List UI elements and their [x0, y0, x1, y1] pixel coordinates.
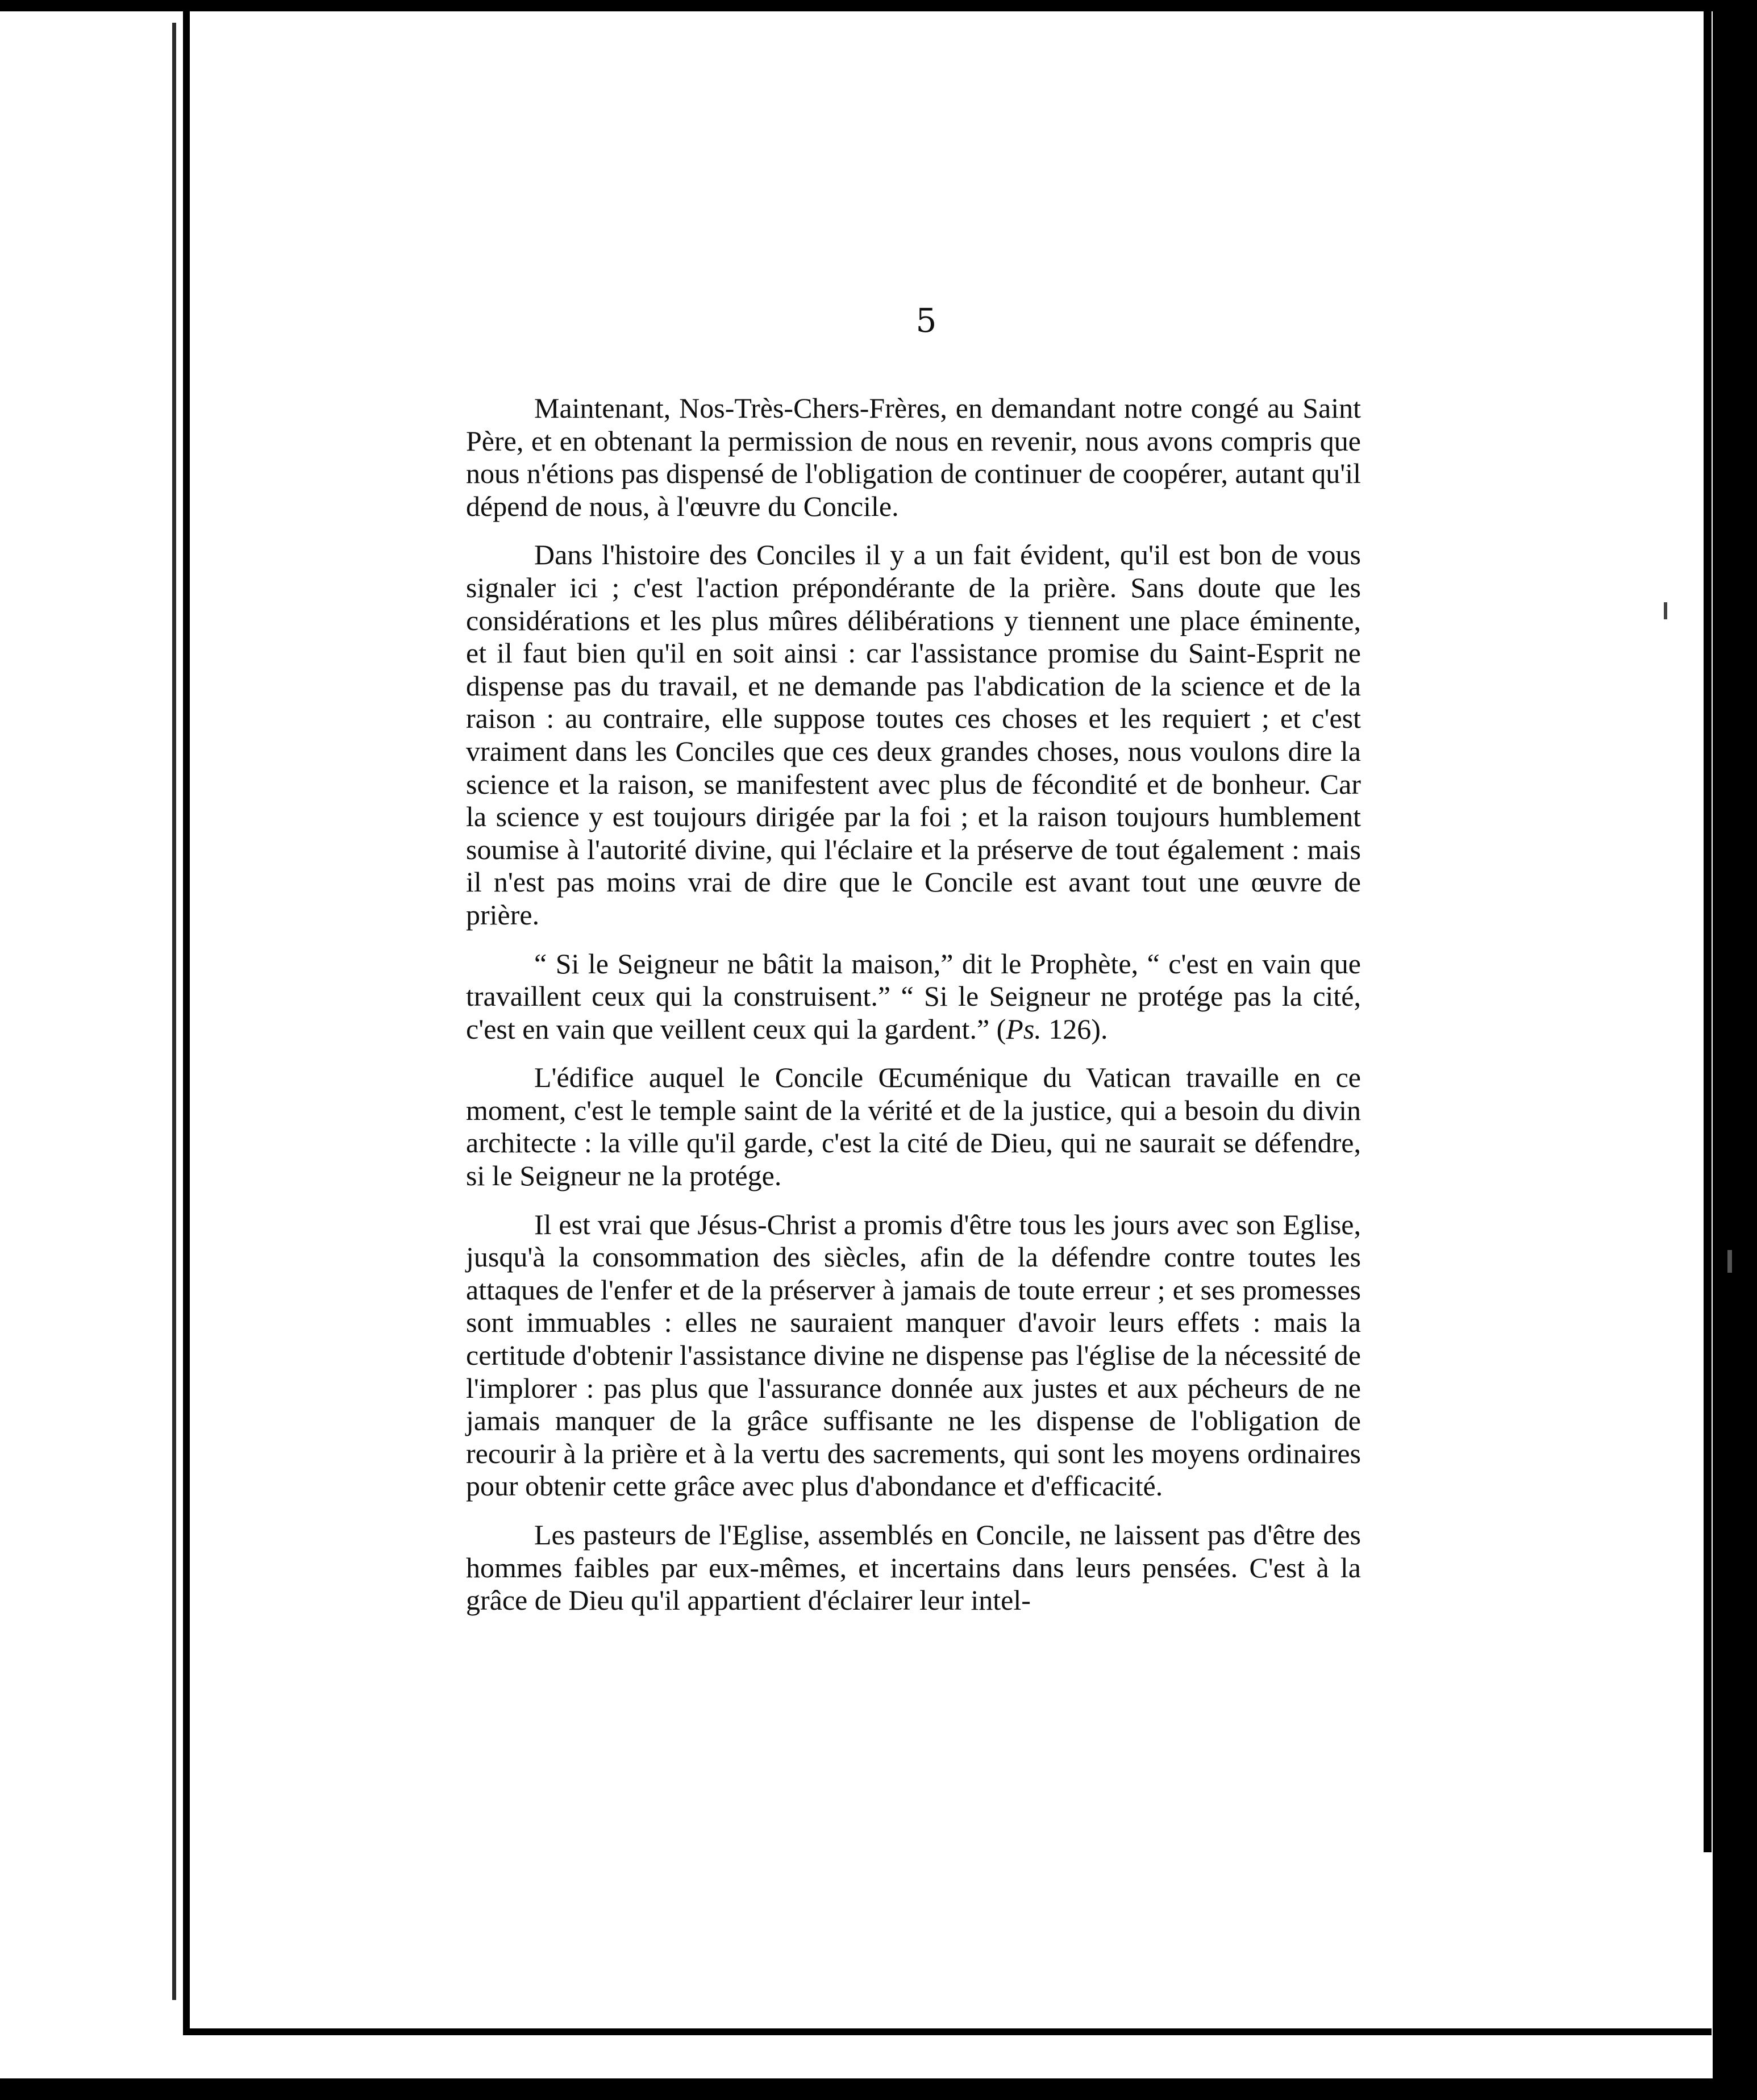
citation: Ps.	[1006, 1013, 1042, 1045]
paragraph: L'édifice auquel le Concile Œcuménique du Vatican travaille en ce moment, c'est le temple saint de la vérité et de la justice, qui a besoin du divin architecte : la ville qu'il garde, c'est la cité de Dieu, qui ne saurait se défendre, si le Seigneur ne la protége.	[466, 1061, 1361, 1192]
body-text	[466, 392, 1361, 1633]
paragraph-text: 126).	[1041, 1013, 1108, 1045]
binding-edge-shadow	[172, 23, 176, 2000]
page-number: 5	[915, 301, 937, 340]
binding-edge	[183, 11, 190, 2034]
paragraph-text: “ Si le Seigneur ne bâtit la maison,” dit le Prophète, “ c'est en vain que travaillent ceux qui la construisent.” “ Si le Seigneur ne protége pas la cité, c'est en vain que veillent ceux qui la gardent.” (	[466, 947, 1361, 1045]
page-right-edge	[1704, 11, 1712, 1852]
scan-border-right	[1713, 0, 1757, 2100]
paragraph	[466, 948, 1361, 1046]
scan-border-top	[0, 0, 1757, 11]
margin-speck	[1664, 602, 1667, 619]
paragraph: Il est vrai que Jésus-Christ a promis d'être tous les jours avec son Eglise, jusqu'à la consommation des siècles, afin de la défendre contre toutes les attaques de l'enfer et de la préserver à jamais de toute erreur ; et ses promesses sont immuables : elles ne sauraient manquer d'avoir leurs effets : mais la certitude d'obtenir l'assistance divine ne dispense pas l'église de la nécessité de l'implorer : pas plus que l'assurance donnée aux justes et aux pécheurs de ne jamais manquer de la grâce suffisante ne les dispense de l'obligation de recourir à la prière et à la vertu des sacrements, qui sont les moyens ordinaires pour obtenir cette grâce avec plus d'abondance et d'efficacité.	[466, 1208, 1361, 1502]
margin-speck	[1727, 1250, 1732, 1273]
paragraph: Les pasteurs de l'Eglise, assemblés en Concile, ne laissent pas d'être des hommes faibles par eux-mêmes, et incertains dans leurs pensées. C'est à la grâce de Dieu qu'il appartient d'éclairer leur intel-	[466, 1519, 1361, 1616]
page-bottom-edge	[183, 2028, 1712, 2035]
paragraph: Maintenant, Nos-Très-Chers-Frères, en demandant notre congé au Saint Père, et en obtenant la permission de nous en revenir, nous avons compris que nous n'étions pas dispensé de l'obligation de continuer de coopérer, autant qu'il dépend de nous, à l'œuvre du Concile.	[466, 392, 1361, 522]
scan-border-bottom	[0, 2078, 1757, 2100]
paragraph: Dans l'histoire des Conciles il y a un fait évident, qu'il est bon de vous signaler ici ; c'est l'action prépondérante de la prière. Sans doute que les considérations et les plus mûres délibérations y tiennent une place éminente, et il faut bien qu'il en soit ainsi : car l'assistance promise du Saint-Esprit ne dispense pas du travail, et ne demande pas l'abdication de la science et de la raison : au contraire, elle suppose toutes ces choses et les requiert ; et c'est vraiment dans les Conciles que ces deux grandes choses, nous voulons dire la science et la raison, se manifestent avec plus de fécondité et de bonheur. Car la science y est toujours dirigée par la foi ; et la raison toujours humblement soumise à l'autorité divine, qui l'éclaire et la préserve de tout également : mais il n'est pas moins vrai de dire que le Concile est avant tout une œuvre de prière.	[466, 539, 1361, 931]
